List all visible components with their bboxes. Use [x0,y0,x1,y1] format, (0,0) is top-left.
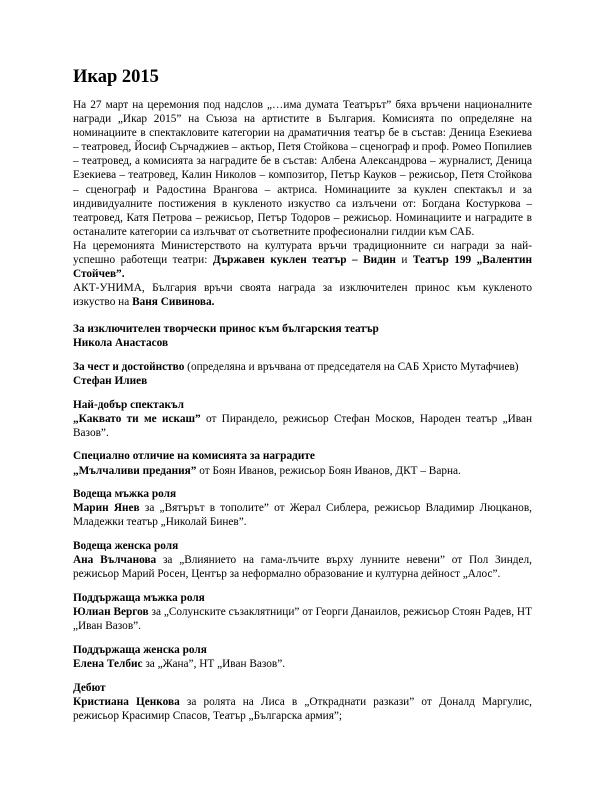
theatre-vidin: Държавен куклен театър – Видин [212,254,396,267]
award-details: от Пирандело, режисьор Стефан Москов, Народен театър „Иван Вазов”. [73,412,532,439]
intro-p2-and: и [395,254,413,267]
award-winner: „Мълчаливи предания” [73,464,197,477]
award-heading: Дебют [73,681,106,694]
award-sections [73,322,532,733]
award-section [73,449,532,477]
intro-p2-text: На церемонията Министерството на културата връчи традиционните си награди за най-успешно работещи театри: [73,239,532,267]
award-winner: Стефан Илиев [73,374,148,387]
award-heading: За чест и достойнство [73,360,185,373]
award-section [73,322,532,350]
vanya-sivinova: Ваня Сивинова. [132,296,215,309]
award-heading: Специално отличие на комисията за наградите [73,450,315,463]
award-winner: Марин Янев [73,502,140,515]
award-section [73,591,532,633]
award-section [73,539,532,581]
award-section [73,643,532,671]
award-section [73,487,532,529]
award-winner: Елена Телбис [73,657,143,670]
award-winner: Ана Вълчанова [73,554,157,567]
award-section [73,681,532,723]
theatre-199: Театър 199 „Валентин Стойчев”. [73,254,532,281]
intro-text [73,98,532,309]
intro-p3-text: АКТ-УНИМА, България връчи своята награда за изключителен принос към кукленото изкуство на [73,282,532,309]
award-details: за „Солунските съзаклятници” от Георги Данаилов, режисьор Стоян Радев, НТ „Иван Вазов”. [73,606,532,633]
award-section [73,398,532,440]
award-winner: Кристиана Ценкова [73,695,180,708]
award-winner: Никола Анастасов [73,337,169,350]
document-title: Икар 2015 [73,67,159,87]
award-heading-line [73,360,532,374]
award-details: за ролята на Лиса в „Откраднати разкази” от Доналд Маргулис, режисьор Красимир Спасов, Театър „Българска армия”; [73,695,532,722]
intro-paragraph-3 [73,281,532,309]
intro-paragraph-2 [73,239,532,281]
award-heading-note: (определяна и връчвана от председателя на САБ Христо Мутафчиев) [184,360,519,373]
award-details: за „Жана”, НТ „Иван Вазов”. [142,657,286,670]
award-heading: За изключителен творчески принос към българския театър [73,323,379,335]
award-heading: Поддържаща мъжка роля [73,591,205,604]
intro-paragraph-1: На 27 март на церемония под надслов „…има думата Театърът” бяха връчени националните награди „Икар 2015” на Съюза на артистите в България. Комисията по определяне на номинациите в спектакловите категории на драматичния театър бе в състав: Деница Езекиева – театровед, Йосиф Сърчаджиев – актьор, Петя Стойкова – сценограф и проф. Ромео Попилиев – театровед, а комисията за наградите бе в състав: Албена Александрова – журналист, Деница Езекиева – театровед, Калин Николов – композитор, Петър Кауков – режисьор, Петя Стойкова – сценограф и Радостина Врангова – актриса. Номинациите за куклен спектакъл и за индивидуалните постижения в кукленото изкуство са излъчени от: Богдана Костуркова – театровед, Катя Петрова – режисьор, Петър Тодоров – режисьор. Номинациите и наградите в останалите категории са излъчват от съответните професионални гилдии към САБ. [73,99,532,238]
award-details: от Боян Иванов, режисьор Боян Иванов, ДКТ – Варна. [196,464,461,477]
award-winner: Юлиан Вергов [73,606,149,619]
award-section [73,360,532,388]
award-details: за „Вятърът в тополите” от Жерал Сиблера, режисьор Владимир Люцканов, Младежки театър „Николай Бинев”. [73,502,532,529]
award-heading: Поддържаща женска роля [73,643,207,656]
award-heading: Водеща женска роля [73,540,179,553]
award-heading: Най-добър спектакъл [73,398,184,411]
award-winner: „Каквато ти ме искаш” [73,412,201,425]
award-details: за „Влиянието на гама-лъчите върху лунните невени” от Пол Зиндел, режисьор Марий Росен, Център за неформално образование и културна дейност „Алос”. [73,554,532,581]
award-heading: Водеща мъжка роля [73,488,177,501]
